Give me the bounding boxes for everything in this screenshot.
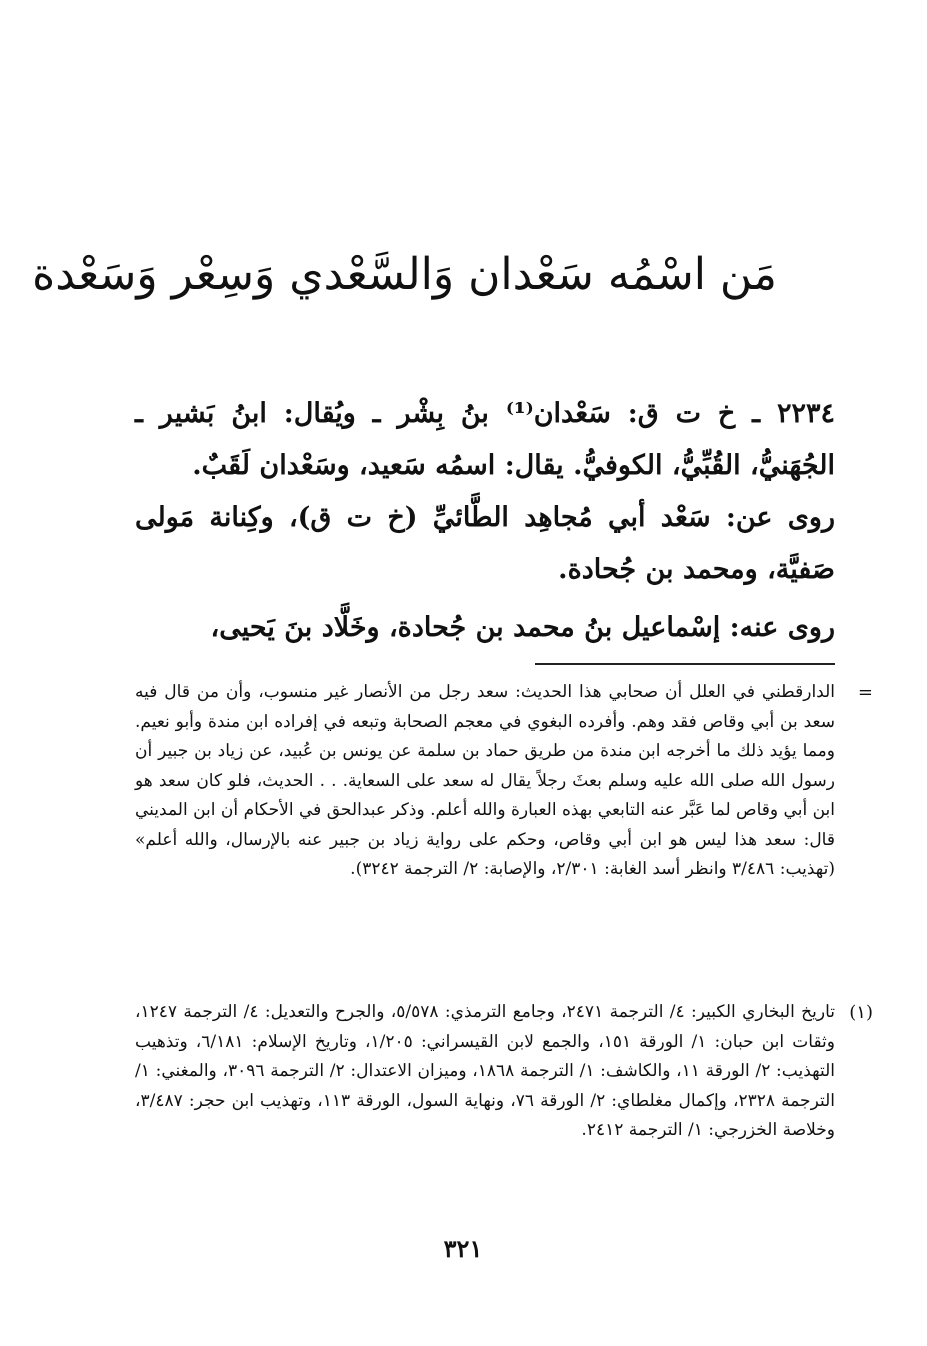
footnote-1-text: تاريخ البخاري الكبير: ٤/ الترجمة ٢٤٧١، وجامع الترمذي: ٥/٥٧٨، والجرح والتعديل: ٤/ الترجمة ١٢٤٧، وثقات ابن حبان: ١/ الورقة ١٥١، والجمع لابن القيسراني: ١/٢٠٥، وتاريخ الإسلام: ٦/١٨١، وتذهيب التهذيب: ٢/ الورقة ١١، والكاشف: ١/ الترجمة ١٨٦٨، وميزان الاعتدال: ٢/ الترجمة ٣٠٩٦، والمغني: ١/ الترجمة ٢٣٢٨، وإكمال مغلطاي: ٢/ الورقة ٧٦، ونهاية السول، الورقة ١١٣، وتهذيب ابن حجر: ٣/٤٨٧، وخلاصة الخزرجي: ١/ الترجمة ٢٤١٢. [135,1002,836,1140]
footnote-continuation-text: الدارقطني في العلل أن صحابي هذا الحديث: سعد رجل من الأنصار غير منسوب، وأن من قال فيه سعد بن أبي وقاص فقد وهم. وأفرده البغوي في معجم الصحابة وتبعه في إفراده ابن مندة وأبو نعيم. ومما يؤيد ذلك ما أخرجه ابن مندة من طريق حماد بن سلمة عن يونس بن عُبيد، عن زياد بن جبير أن رسول الله صلى الله عليه وسلم بعثَ رجلاً يقال له سعد على السعاية. . . الحديث، فلو كان سعد هو ابن أبي وقاص لما عَبَّر عنه التابعي بهذه العبارة والله أعلم. وذكر عبدالحق في الأحكام أن ابن المديني قال: سعد هذا ليس هو ابن أبي وقاص، وحكم على رواية زياد بن جبير عنه بالإرسال، والله أعلم» (تهذيب: ٣/٤٨٦ وانظر أسد الغابة: ٢/٣٠١، والإصابة: ٢/ الترجمة ٣٢٤٢). [135,682,836,879]
narrated-from-paragraph: روى عن: سَعْد أبي مُجاهِد الطَّائيِّ (خ ت ق)، وكِنانة مَولى صَفيَّة، ومحمد بن جُحادة. [135,502,835,585]
footnote-divider [535,663,835,665]
narrated-by-paragraph: روى عنه: إسْماعيل بنُ محمد بن جُحادة، وخَلَّاد بنَ يَحيى، [210,612,835,643]
entry-number: ٢٢٣٤ [776,398,835,429]
footnote-1-marker: (١) [849,1002,873,1023]
footnote-1 [135,998,873,1146]
entry-text: ـ خ ت ق: سَعْدان⁽¹⁾ بنُ بِشْر ـ ويُقال: ابنُ بَشير ـ الجُهَنيُّ، القُبِّيُّ، الكوفيُّ. يقال: اسمُه سَعيد، وسَعْدان لَقَبٌ. [135,398,835,481]
page-number: ٣٢١ [443,1234,483,1263]
biography-entry [135,388,835,492]
footnote-continuation-marker: = [857,682,873,703]
footnote-continuation [135,678,873,885]
chapter-title: مَن اسْمُه سَعْدان وَالسَّعْدي وَسِعْر وَسَعْدة [32,249,777,300]
